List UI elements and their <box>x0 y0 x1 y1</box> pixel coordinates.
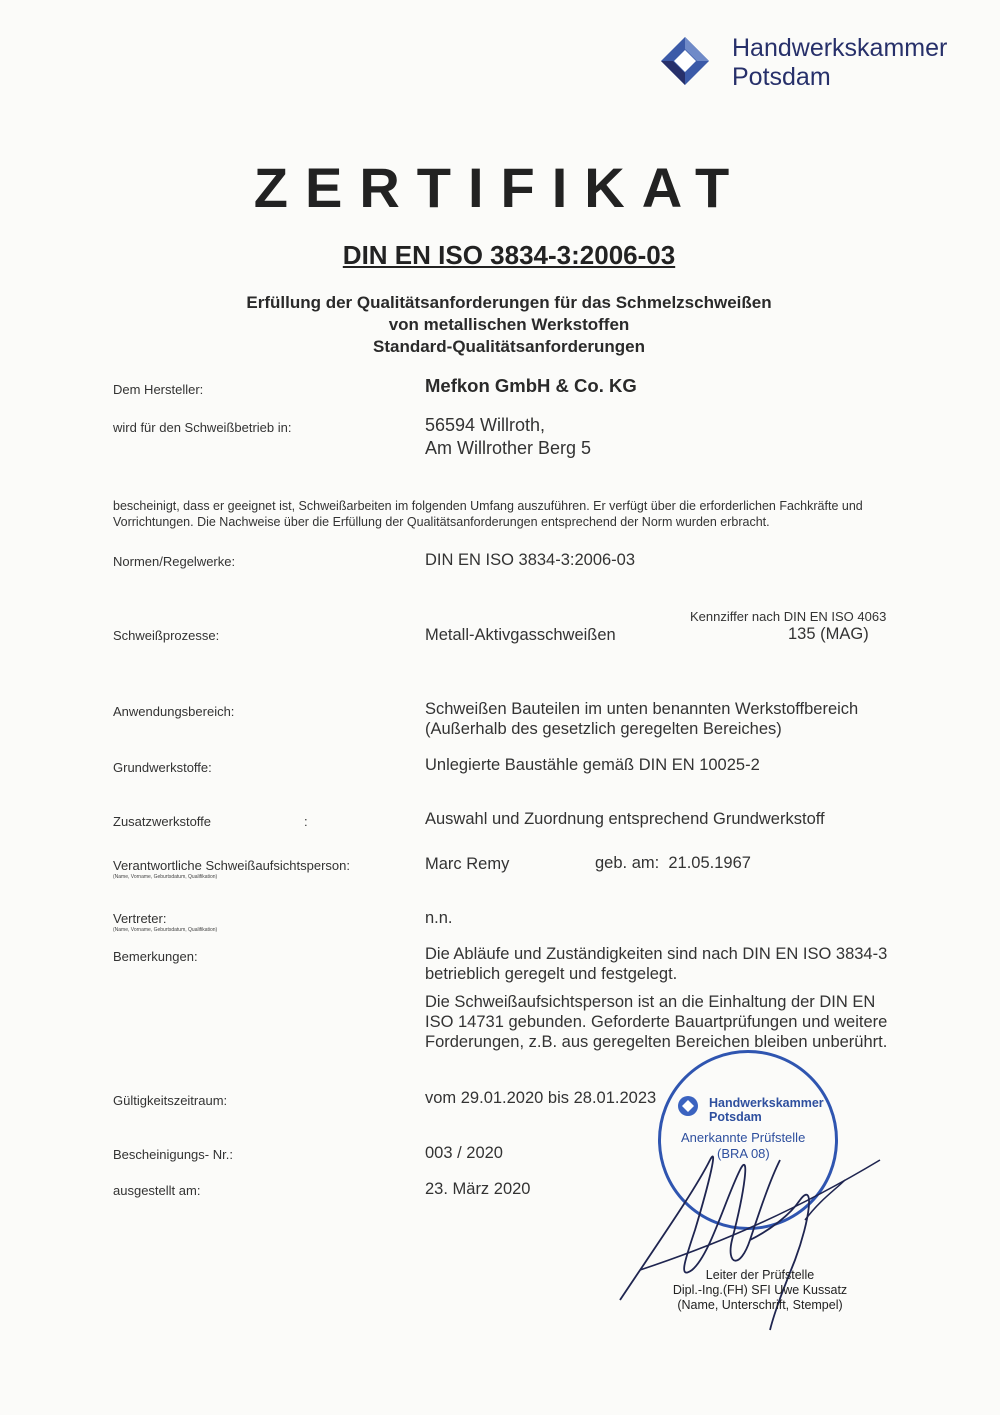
stamp-line4: (BRA 08) <box>717 1146 770 1161</box>
standards-label: Normen/Regelwerke: <box>113 554 236 569</box>
manufacturer-label: Dem Hersteller: <box>113 382 204 397</box>
signature-line2: Dipl.-Ing.(FH) SFI Uwe Kussatz <box>672 1283 848 1297</box>
cert-number-label: Bescheinigungs- Nr.: <box>113 1147 233 1162</box>
standards-value: DIN EN ISO 3834-3:2006-03 <box>425 551 636 569</box>
process-code-header: Kennziffer nach DIN EN ISO 4063 <box>690 609 887 624</box>
signature-block <box>640 1268 880 1313</box>
deputy-value: n.n. <box>425 909 453 927</box>
filler-materials-label: Zusatzwerkstoffe <box>113 814 212 829</box>
application-line1: Schweißen Bauteilen im unten benannten Werkstoffbereich <box>425 700 859 718</box>
processes-label: Schweißprozesse: <box>113 628 220 643</box>
chamber-logo-icon <box>660 36 710 86</box>
address-line2: Am Willrother Berg 5 <box>425 438 592 458</box>
manufacturer-name: Mefkon GmbH & Co. KG <box>425 375 637 396</box>
chamber-name-line1: Handwerkskammer <box>732 34 948 62</box>
chamber-name-line2: Potsdam <box>732 63 831 91</box>
chamber-name <box>732 34 947 92</box>
process-code: 135 (MAG) <box>788 625 869 643</box>
signature-line1: Leiter der Prüfstelle <box>705 1268 815 1282</box>
supervisor-label: Verantwortliche Schweißaufsichtsperson: <box>113 858 351 873</box>
remarks-p2-line1: Die Schweißaufsichtsperson ist an die Einhaltung der DIN EN <box>425 993 876 1011</box>
base-materials-label: Grundwerkstoffe: <box>113 760 212 775</box>
application-label: Anwendungsbereich: <box>113 704 235 719</box>
base-materials-value: Unlegierte Baustähle gemäß DIN EN 10025-2 <box>425 756 760 774</box>
subheading-line1: Erfüllung der Qualitätsanforderungen für das Schmelzschweißen <box>246 293 772 312</box>
remarks-p2-line3: Forderungen, z.B. aus geregelten Bereichen bleiben unberührt. <box>425 1033 888 1051</box>
issued-value: 23. März 2020 <box>425 1180 531 1198</box>
stamp-line3: Anerkannte Prüfstelle <box>681 1130 806 1145</box>
signature-line3: (Name, Unterschrift, Stempel) <box>677 1298 843 1312</box>
subheading-line2: von metallischen Werkstoffen <box>388 315 630 334</box>
stamp-line2: Potsdam <box>709 1110 762 1124</box>
certification-text: bescheinigt, dass er geeignet ist, Schweißarbeiten im folgenden Umfang auszuführen. Er verfügt über die erforderlichen Fachkräfte und Vorrichtungen. Die Nachweise über die Erfüllung der Qualitätsanforderungen entsprechend der Norm wurden erbracht. <box>113 499 863 529</box>
subheading-line3: Standard-Qualitätsanforderungen <box>372 337 646 356</box>
supervisor-birthdate: geb. am: 21.05.1967 <box>595 854 751 872</box>
stamp-line1: Handwerkskammer <box>709 1096 824 1110</box>
process-value: Metall-Aktivgasschweißen <box>425 626 616 644</box>
stamp-logo-icon <box>677 1095 699 1117</box>
validity-label: Gültigkeitszeitraum: <box>113 1093 228 1108</box>
norm-heading: DIN EN ISO 3834-3:2006-03 <box>342 240 676 270</box>
certificate-title: ZERTIFIKAT <box>253 156 747 219</box>
remarks-p1-line2: betrieblich geregelt und festgelegt. <box>425 965 678 983</box>
remarks-p2-line2: ISO 14731 gebunden. Geforderte Bauartprüfungen und weitere <box>425 1013 888 1031</box>
issued-label: ausgestellt am: <box>113 1183 201 1198</box>
welding-shop-address <box>425 414 591 460</box>
deputy-label: Vertreter: <box>113 911 167 926</box>
subheading <box>0 292 1000 358</box>
supervisor-sublabel: (Name, Vorname, Geburtsdatum, Qualifikation) <box>113 874 218 880</box>
filler-materials-value: Auswahl und Zuordnung entsprechend Grundwerkstoff <box>425 810 825 828</box>
filler-materials-colon: : <box>304 814 308 829</box>
application-value <box>425 699 858 739</box>
cert-number-value: 003 / 2020 <box>425 1144 503 1162</box>
welding-shop-label: wird für den Schweißbetrieb in: <box>113 420 292 435</box>
deputy-sublabel: (Name, Vorname, Geburtsdatum, Qualifikation) <box>113 927 218 933</box>
supervisor-name: Marc Remy <box>425 855 510 873</box>
address-line1: 56594 Willroth, <box>425 415 546 435</box>
application-line2: (Außerhalb des gesetzlich geregelten Bereiches) <box>425 720 782 738</box>
remarks-p1-line1: Die Abläufe und Zuständigkeiten sind nach DIN EN ISO 3834-3 <box>425 945 888 963</box>
remarks-paragraph-2 <box>425 992 887 1052</box>
remarks-label: Bemerkungen: <box>113 949 198 964</box>
validity-value: vom 29.01.2020 bis 28.01.2023 <box>425 1089 657 1107</box>
remarks-paragraph-1 <box>425 944 887 984</box>
